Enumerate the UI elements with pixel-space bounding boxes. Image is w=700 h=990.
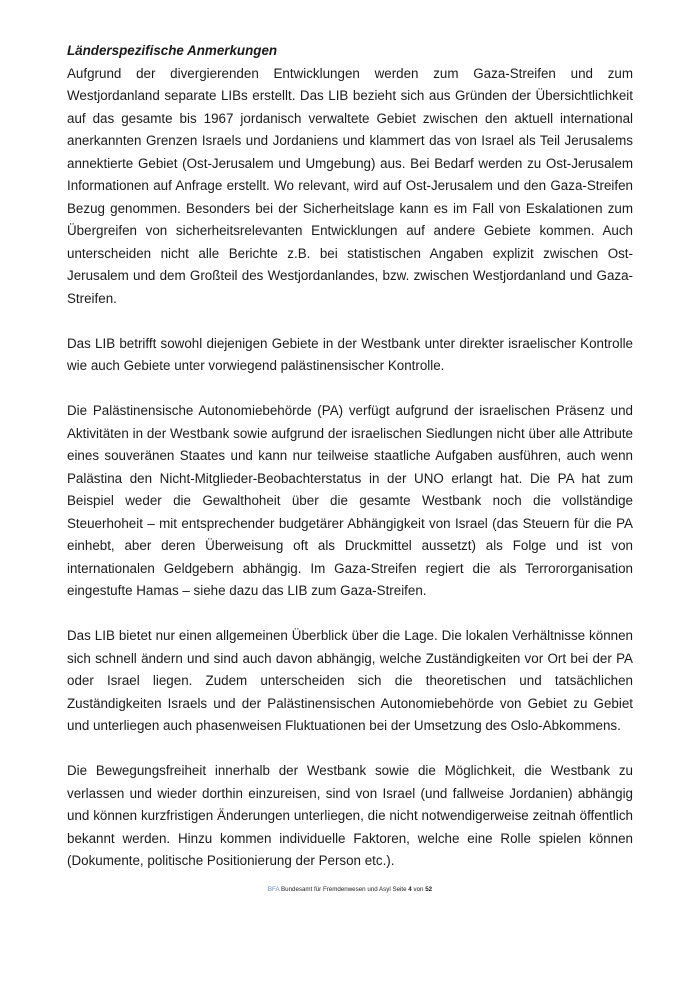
paragraph-lib-scope: Das LIB betrifft sowohl diejenigen Gebiete in der Westbank unter direkter israelischer Kontrolle wie auch Gebiete unter vorwiegend palästinensischer Kontrolle.: [67, 335, 633, 373]
paragraph-palestinian-authority: Die Palästinensische Autonomiebehörde (PA) verfügt aufgrund der israelischen Präsenz und Aktivitäten in der Westbank sowie aufgrund der israelischen Siedlungen nicht über alle Attribute eines souveränen Staates und kann nur teilweise staatliche Aufgaben ausführen, auch wenn Palästina den Nicht-Mitglieder-Beobachterstatus in der UNO erlangt hat. Die PA hat zum Beispiel weder die Gewalthoheit über die gesamte Westbank noch die vollständige Steuerhoheit – mit entsprechender budgetärer Abhängigkeit von Israel (das Steuern für die PA einhebt, aber deren Überweisung oft als Druckmittel aussetzt) als Folge und ist von internationalen Geldgebern abhängig. Im Gaza-Streifen regiert die als Terrororganisation eingestufte Hamas – siehe dazu das LIB zum Gaza-Streifen.: [67, 403, 633, 598]
footer-organization: Bundesamt für Fremdenwesen und Asyl: [281, 886, 391, 893]
footer-page-of-label: von: [413, 886, 424, 893]
paragraph-separate-libs: Aufgrund der divergierenden Entwicklungen werden zum Gaza-Streifen und zum Westjordanland separate LIBs erstellt. Das LIB bezieht sich aus Gründen der Übersichtlichkeit auf das gesamte bis 1967 jordanisch verwaltete Gebiet zwischen den aktuell international anerkannten Grenzen Israels und Jordaniens und klammert das von Israel als Teil Jerusalems annektierte Gebiet (Ost-Jerusalem und Umgebung) aus. Bei Bedarf werden zu Ost-Jerusalem Informationen auf Anfrage erstellt. Wo relevant, wird auf Ost-Jerusalem und den Gaza-Streifen Bezug genommen. Besonders bei der Sicherheitslage kann es im Fall von Eskalationen zum Übergreifen von sicherheitsrelevanten Entwicklungen auf andere Gebiete kommen. Auch unterscheiden nicht alle Berichte z.B. bei statistischen Angaben explizit zwischen Ost-Jerusalem und dem Großteil des Westjordanlandes, bzw. zwischen Westjordanland und Gaza-Streifen.: [67, 65, 633, 306]
page-footer: [0, 885, 700, 894]
section-heading: Länderspezifische Anmerkungen: [67, 43, 278, 58]
footer-page-current: 4: [408, 886, 412, 893]
document-page: [67, 40, 633, 895]
footer-page-label: Seite: [392, 886, 407, 893]
footer-page-total: 52: [425, 886, 433, 893]
bfa-brand: BFA: [267, 886, 280, 893]
paragraph-general-overview: Das LIB bietet nur einen allgemeinen Überblick über die Lage. Die lokalen Verhältnisse können sich schnell ändern und sind auch davon abhängig, welche Zuständigkeiten vor Ort bei der PA oder Israel liegen. Zudem unterscheiden sich die theoretischen und tatsächlichen Zuständigkeiten Israels und der Palästinensischen Autonomiebehörde von Gebiet zu Gebiet und unterliegen auch phasenweisen Fluktuationen bei der Umsetzung des Oslo-Abkommens.: [67, 628, 633, 733]
paragraph-freedom-of-movement: Die Bewegungsfreiheit innerhalb der Westbank sowie die Möglichkeit, die Westbank zu verlassen und wieder dorthin einzureisen, sind von Israel (und fallweise Jordanien) abhängig und können kurzfristigen Änderungen unterliegen, die nicht notwendigerweise zeitnah öffentlich bekannt werden. Hinzu kommen individuelle Faktoren, welche eine Rolle spielen können (Dokumente, politische Positionierung der Person etc.).: [67, 763, 633, 868]
